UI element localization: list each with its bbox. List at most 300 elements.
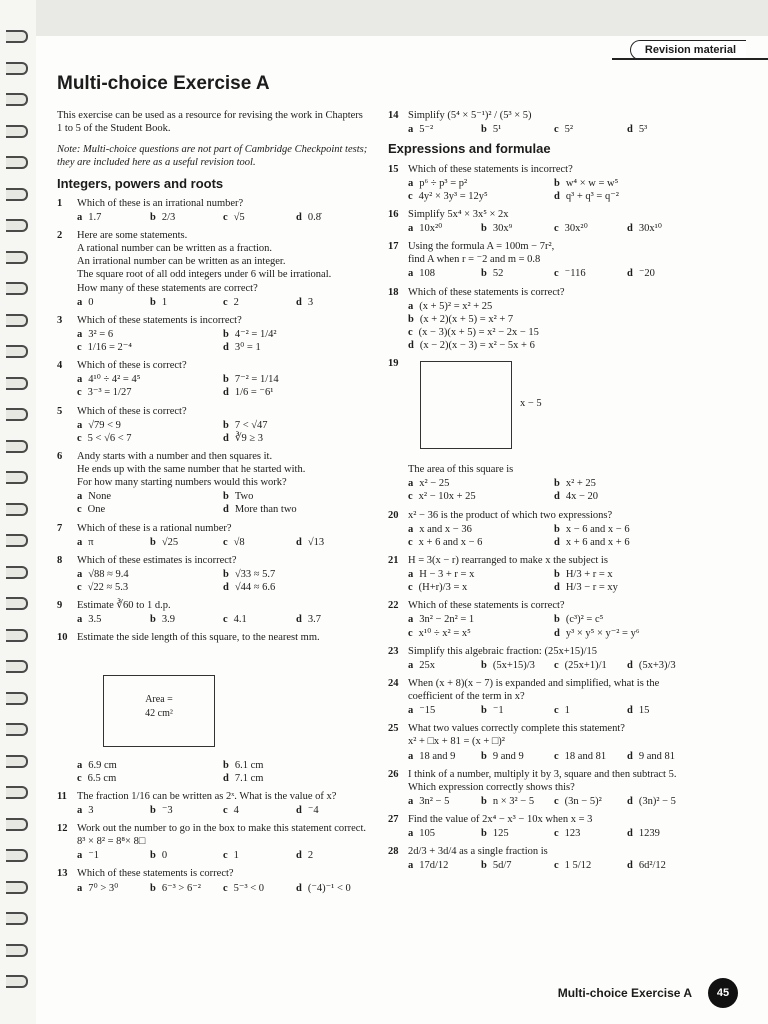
binding-ring	[6, 345, 28, 358]
option-letter: c	[554, 223, 559, 234]
answer-option	[481, 123, 554, 136]
binding-ring	[6, 629, 28, 642]
question-number: 27	[388, 814, 399, 825]
option-letter: d	[627, 705, 633, 717]
option-text: (3n − 5)²	[564, 795, 602, 807]
option-letter: b	[481, 705, 487, 717]
answer-option	[627, 827, 700, 840]
question-stem: Which of these statements is incorrect?	[408, 163, 573, 175]
answer-option	[77, 211, 150, 224]
answer-option	[554, 613, 700, 626]
option-text: √44 ≈ 6.6	[234, 582, 276, 593]
answer-options	[77, 568, 369, 594]
option-letter: d	[296, 614, 302, 626]
question-number: 17	[388, 241, 399, 253]
option-text: 3.9	[161, 614, 175, 626]
answer-option	[554, 123, 627, 136]
answer-option	[77, 328, 223, 341]
option-letter: c	[554, 795, 559, 807]
footer-title: Multi-choice Exercise A	[557, 986, 692, 1000]
option-text: 3n² − 2n² = 1	[419, 614, 475, 626]
option-letter: c	[223, 536, 228, 548]
question-stem: x² − 36 is the product of which two expressions?	[408, 509, 613, 521]
question-stem: Here are some statements. A rational number can be written as a fraction. An irrational number can be written as an integer. The square root of all odd integers under 6 will be irrational. How many of these statements are correct?	[77, 230, 332, 294]
option-text: 6⁻³ > 6⁻²	[161, 882, 201, 894]
question-5	[57, 405, 369, 445]
spiral-binding	[0, 0, 36, 1024]
option-letter: c	[554, 124, 559, 136]
question-19	[388, 357, 700, 503]
question-list-right-top	[388, 109, 700, 136]
answer-option	[481, 704, 554, 717]
answer-option	[223, 759, 369, 772]
option-letter: d	[223, 342, 229, 353]
answer-option	[223, 568, 369, 581]
answer-option	[77, 772, 223, 785]
question-number: 1	[57, 197, 63, 209]
binding-ring	[6, 30, 28, 43]
question-24	[388, 677, 700, 717]
option-text: (x + 2)(x + 5) = x² + 7	[419, 313, 514, 325]
option-letter: c	[223, 804, 228, 816]
option-letter: b	[481, 124, 487, 136]
option-letter: a	[408, 614, 414, 626]
option-letter: b	[223, 568, 229, 580]
option-letter: b	[408, 313, 414, 325]
question-stem: Which of these statements is correct?	[77, 868, 234, 880]
question-stem: 2d/3 + 3d/4 as a single fraction is	[408, 846, 548, 858]
answer-option	[627, 123, 700, 136]
question-stem: Find the value of 2x⁴ − x³ − 10x when x = 3	[408, 814, 593, 825]
option-text: ⁻116	[564, 268, 586, 280]
option-letter: a	[408, 750, 414, 762]
option-letter: c	[408, 627, 413, 639]
answer-options	[408, 750, 700, 763]
question-number: 7	[57, 522, 63, 534]
answer-option	[408, 523, 554, 536]
answer-options	[77, 373, 369, 399]
option-letter: a	[408, 478, 414, 490]
option-text: 123	[564, 828, 581, 840]
question-11	[57, 790, 369, 817]
option-letter: c	[77, 387, 82, 399]
option-text: 1.7	[88, 211, 102, 223]
answer-option	[554, 795, 627, 808]
option-text: π	[88, 536, 94, 548]
answer-option	[408, 123, 481, 136]
answer-option	[554, 222, 627, 235]
answer-option	[408, 795, 481, 808]
answer-option	[77, 419, 223, 432]
option-text: √25	[161, 536, 179, 548]
option-text: 6d²/12	[638, 860, 666, 872]
binding-ring	[6, 503, 28, 516]
option-letter: a	[77, 536, 83, 548]
option-text: 30x²⁰	[564, 223, 588, 234]
answer-options	[408, 613, 700, 639]
answer-option	[296, 804, 369, 817]
option-letter: a	[77, 374, 83, 386]
question-7	[57, 522, 369, 549]
option-letter: b	[481, 268, 487, 280]
question-number: 20	[388, 509, 399, 521]
option-letter: d	[554, 190, 560, 202]
question-4	[57, 359, 369, 399]
option-text: One	[87, 504, 106, 516]
question-stem: Andy starts with a number and then squares it. He ends up with the same number that he started with. For how many starting numbers would this work?	[77, 450, 306, 489]
option-text: 4y² × 3y³ = 12y⁵	[418, 190, 488, 202]
option-text: √33 ≈ 5.7	[234, 568, 276, 580]
option-letter: c	[223, 850, 228, 862]
question-stem: H = 3(x − r) rearranged to make x the subject is	[408, 554, 608, 566]
option-text: (c³)² = c⁵	[565, 614, 604, 626]
binding-ring	[6, 62, 28, 75]
page-number: 45	[708, 978, 738, 1008]
binding-ring	[6, 251, 28, 264]
option-text: (x + 5)² = x² + 25	[419, 300, 493, 312]
side-label: x − 5	[520, 398, 542, 410]
question-10	[57, 631, 369, 784]
option-text: √5	[233, 211, 245, 223]
answer-option	[408, 627, 554, 640]
option-letter: a	[77, 296, 83, 308]
answer-options	[408, 222, 700, 235]
answer-option	[296, 849, 369, 862]
option-text: 4⁻² = 1/4²	[234, 328, 277, 340]
answer-option	[223, 386, 369, 399]
answer-options	[408, 267, 700, 280]
option-letter: d	[627, 828, 633, 840]
option-letter: b	[150, 536, 156, 548]
answer-option	[223, 211, 296, 224]
question-number: 28	[388, 846, 399, 858]
answer-option	[223, 296, 296, 309]
option-text: w⁴ × w = w⁵	[565, 177, 619, 189]
answer-option	[77, 613, 150, 626]
square-shape	[420, 361, 512, 449]
answer-option	[408, 704, 481, 717]
question-8	[57, 554, 369, 594]
answer-option	[77, 568, 223, 581]
option-text: x − 6 and x − 6	[565, 523, 630, 535]
option-letter: c	[554, 860, 559, 872]
question-number: 4	[57, 360, 63, 372]
answer-option	[296, 882, 369, 895]
right-column	[388, 109, 700, 878]
option-text: 5³	[638, 124, 648, 136]
option-letter: a	[408, 124, 414, 136]
option-letter: a	[408, 659, 414, 671]
option-letter: a	[77, 759, 83, 771]
answer-option	[408, 300, 700, 313]
question-number: 5	[57, 405, 63, 417]
option-letter: a	[77, 804, 83, 816]
option-letter: b	[481, 860, 487, 872]
section-heading-integers: Integers, powers and roots	[57, 175, 224, 191]
binding-ring	[6, 188, 28, 201]
option-text: None	[88, 491, 111, 503]
option-letter: d	[296, 882, 302, 894]
option-text: √79 < 9	[88, 419, 121, 431]
option-text: 15	[638, 705, 650, 717]
answer-option	[77, 849, 150, 862]
answer-option	[296, 536, 369, 549]
option-letter: d	[554, 582, 560, 594]
option-letter: d	[223, 582, 229, 593]
square-figure	[103, 675, 215, 747]
answer-option	[77, 296, 150, 309]
answer-options	[408, 177, 700, 203]
question-stem: What two values correctly complete this statement? x² + □x + 81 = (x + □)²	[408, 723, 625, 748]
question-number: 15	[388, 163, 399, 175]
option-letter: d	[627, 124, 633, 136]
option-text: 7⁰ > 3⁰	[88, 882, 119, 894]
binding-ring	[6, 912, 28, 925]
answer-option	[481, 750, 554, 763]
option-letter: c	[408, 536, 413, 548]
option-letter: a	[408, 268, 414, 280]
option-letter: c	[223, 614, 228, 626]
question-stem: Estimate the side length of this square, to the nearest mm.	[77, 632, 320, 644]
option-letter: b	[554, 478, 560, 490]
area-label: Area =	[145, 693, 173, 705]
option-letter: a	[408, 828, 414, 840]
option-letter: a	[408, 223, 414, 234]
option-letter: b	[150, 211, 156, 223]
page-title: Multi-choice Exercise A	[57, 73, 270, 94]
answer-option	[554, 477, 700, 490]
answer-option	[223, 882, 296, 895]
answer-option	[554, 267, 627, 280]
option-text: 5¹	[492, 124, 502, 136]
binding-ring	[6, 881, 28, 894]
option-text: 4¹⁰ ÷ 4² = 4⁵	[88, 374, 141, 386]
answer-options	[77, 804, 369, 817]
binding-ring	[6, 93, 28, 106]
answer-options	[408, 300, 700, 353]
option-letter: d	[223, 772, 229, 784]
binding-ring	[6, 597, 28, 610]
question-stem: Which of these statements is correct?	[408, 600, 565, 612]
answer-option	[554, 859, 627, 872]
question-number: 25	[388, 723, 399, 735]
question-9	[57, 599, 369, 626]
answer-option	[77, 432, 223, 445]
option-text: 0	[161, 850, 168, 862]
option-text: 30x⁹	[492, 223, 513, 234]
question-13	[57, 867, 369, 894]
answer-option	[627, 267, 700, 280]
option-letter: c	[223, 211, 228, 223]
answer-option	[408, 267, 481, 280]
answer-option	[554, 659, 627, 672]
left-column	[57, 109, 369, 900]
question-number: 24	[388, 677, 399, 689]
option-letter: c	[223, 882, 228, 894]
option-text: y³ × y⁵ × y⁻² = y⁶	[565, 627, 640, 639]
option-text: x² − 10x + 25	[418, 491, 476, 503]
answer-option	[223, 581, 369, 594]
answer-option	[223, 536, 296, 549]
answer-option	[481, 222, 554, 235]
answer-option	[408, 190, 554, 203]
answer-option	[408, 659, 481, 672]
option-text: ⁻1	[88, 850, 100, 862]
option-letter: d	[408, 340, 414, 351]
option-text: 5²	[564, 124, 574, 136]
question-number: 8	[57, 554, 63, 566]
option-letter: a	[408, 795, 414, 807]
option-text: Two	[234, 491, 254, 503]
binding-ring	[6, 125, 28, 138]
answer-option	[223, 373, 369, 386]
answer-option	[408, 339, 700, 352]
answer-option	[554, 177, 700, 190]
question-list-right-bottom	[388, 163, 700, 873]
option-text: 108	[419, 268, 435, 280]
binding-ring	[6, 314, 28, 327]
binding-ring	[6, 723, 28, 736]
option-text: ⁻3	[161, 804, 173, 816]
option-text: 0.8̇	[307, 211, 321, 223]
answer-option	[554, 704, 627, 717]
revision-badge: Revision material	[630, 40, 746, 60]
answer-option	[554, 581, 700, 594]
answer-option	[408, 613, 554, 626]
question-stem: Estimate ∛60 to 1 d.p.	[77, 600, 171, 612]
option-text: q³ + q³ = q⁻²	[565, 190, 619, 202]
option-letter: c	[77, 432, 82, 444]
question-stem: Which of these is correct?	[77, 405, 187, 417]
answer-options	[408, 859, 700, 872]
option-text: 17d/12	[419, 860, 449, 872]
question-2	[57, 229, 369, 309]
option-text: 3.5	[88, 614, 102, 626]
option-letter: a	[408, 177, 414, 189]
option-text: 2/3	[161, 211, 176, 223]
option-text: 125	[492, 828, 509, 840]
answer-option	[481, 659, 554, 672]
answer-options	[408, 659, 700, 672]
answer-options	[408, 477, 700, 503]
option-text: ∛9 ≥ 3	[234, 432, 264, 444]
option-text: 4x − 20	[565, 491, 599, 503]
answer-option	[627, 859, 700, 872]
option-letter: b	[554, 523, 560, 535]
question-number: 14	[388, 110, 399, 121]
question-stem: Using the formula A = 100m − 7r², find A when r = ⁻2 and m = 0.8	[408, 241, 555, 266]
answer-option	[554, 523, 700, 536]
question-27	[388, 813, 700, 840]
binding-ring	[6, 786, 28, 799]
question-stem: Simplify 5x⁴ × 3x⁵ × 2x	[408, 208, 509, 220]
answer-option	[554, 627, 700, 640]
option-text: 6.5 cm	[87, 772, 117, 784]
option-letter: c	[408, 491, 413, 503]
option-text: (3n)² − 5	[638, 795, 676, 807]
option-letter: b	[481, 795, 487, 807]
answer-option	[150, 849, 223, 862]
option-text: 105	[419, 828, 435, 840]
question-1	[57, 197, 369, 224]
question-number: 9	[57, 600, 63, 612]
answer-option	[408, 326, 700, 339]
option-letter: d	[554, 491, 560, 503]
option-letter: c	[77, 504, 82, 516]
option-text: 7⁻² = 1/14	[234, 374, 279, 386]
option-letter: d	[296, 804, 302, 816]
question-stem: Simplify this algebraic fraction: (25x+15)/15	[408, 645, 598, 657]
answer-option	[627, 750, 700, 763]
answer-option	[77, 536, 150, 549]
answer-options	[77, 211, 369, 224]
option-letter: d	[627, 795, 633, 807]
option-text: 7.1 cm	[234, 772, 264, 784]
answer-option	[150, 211, 223, 224]
option-letter: c	[554, 659, 559, 671]
answer-option	[554, 190, 700, 203]
option-letter: c	[554, 750, 559, 762]
option-text: 3.7	[307, 614, 321, 626]
answer-option	[627, 795, 700, 808]
question-20	[388, 509, 700, 549]
answer-option	[150, 882, 223, 895]
question-stem: Work out the number to go in the box to make this statement correct. 8³ × 8² = 8⁸× 8□	[77, 823, 367, 848]
option-text: 2	[307, 850, 314, 862]
option-letter: b	[481, 750, 487, 762]
option-text: (H+r)/3 = x	[418, 582, 468, 594]
answer-option	[408, 568, 554, 581]
question-23	[388, 645, 700, 672]
option-letter: b	[223, 374, 229, 386]
option-text: 10x²⁰	[419, 223, 443, 234]
answer-option	[408, 313, 700, 326]
question-16	[388, 208, 700, 235]
option-text: p⁶ ÷ p³ = p²	[419, 177, 468, 189]
option-text: 1 5/12	[564, 860, 592, 872]
question-stem: When (x + 8)(x − 7) is expanded and simplified, what is the coefficient of the term in x?	[408, 677, 660, 702]
option-text: x + 6 and x − 6	[418, 536, 483, 548]
question-number: 13	[57, 868, 68, 880]
answer-option	[627, 704, 700, 717]
option-letter: a	[408, 569, 414, 580]
option-letter: c	[77, 772, 82, 784]
answer-option	[223, 490, 369, 503]
option-letter: c	[223, 296, 228, 308]
option-letter: d	[627, 750, 633, 762]
option-text: 3⁰ = 1	[234, 342, 261, 353]
question-3	[57, 314, 369, 354]
answer-option	[481, 827, 554, 840]
area-value: 42 cm²	[145, 707, 173, 719]
question-list-left	[57, 197, 369, 895]
option-letter: a	[77, 211, 83, 223]
question-number: 16	[388, 208, 399, 220]
question-18	[388, 286, 700, 353]
answer-options	[77, 882, 369, 895]
binding-ring	[6, 692, 28, 705]
answer-options	[408, 568, 700, 594]
option-text: 3	[307, 296, 314, 308]
option-text: (x − 2)(x − 3) = x² − 5x + 6	[419, 340, 535, 351]
option-letter: d	[627, 268, 633, 280]
option-letter: d	[627, 223, 633, 234]
binding-ring	[6, 440, 28, 453]
option-letter: d	[296, 850, 302, 862]
option-text: H/3 − r = xy	[565, 582, 618, 594]
option-text: 9 and 9	[492, 750, 524, 762]
option-letter: d	[223, 504, 229, 516]
